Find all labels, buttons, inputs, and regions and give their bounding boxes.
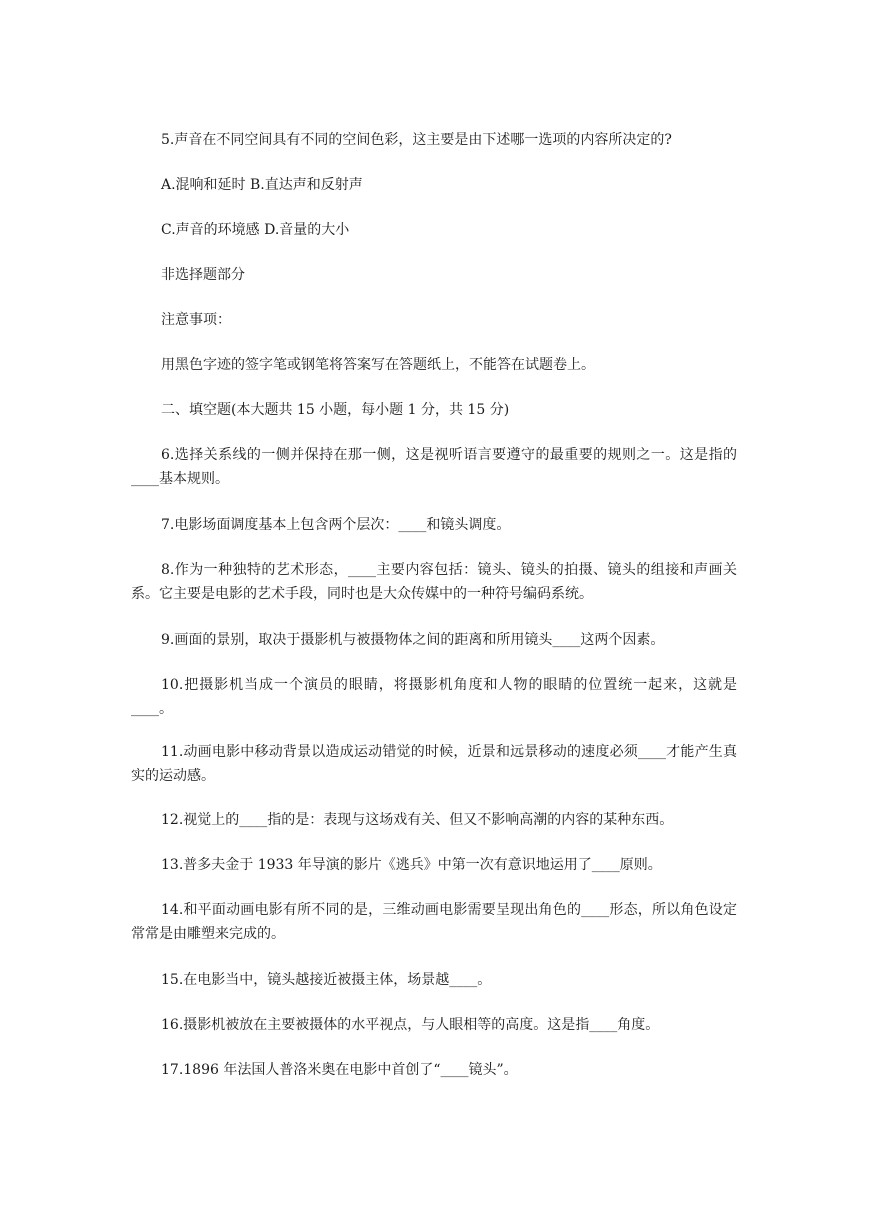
question-14: 14.和平面动画电影有所不同的是，三维动画电影需要呈现出角色的____形态，所以角色设定常常是由雕塑来完成的。 <box>131 902 737 942</box>
question-10: 10.把摄影机当成一个演员的眼睛，将摄影机角度和人物的眼睛的位置统一起来，这就是____。 <box>131 677 737 717</box>
section-2-heading: 二、填空题(本大题共 15 小题，每小题 1 分，共 15 分) <box>161 402 510 418</box>
question-5-options-cd: C.声音的环境感 D.音量的大小 <box>161 222 350 238</box>
question-7: 7.电影场面调度基本上包含两个层次：____和镜头调度。 <box>161 517 511 533</box>
question-5-stem: 5.声音在不同空间具有不同的空间色彩，这主要是由下述哪一选项的内容所决定的? <box>161 132 672 148</box>
question-15: 15.在电影当中，镜头越接近被摄主体，场景越____。 <box>161 972 492 988</box>
question-16: 16.摄影机被放在主要被摄体的水平视点，与人眼相等的高度。这是指____角度。 <box>161 1017 660 1033</box>
question-12: 12.视觉上的____指的是：表现与这场戏有关、但又不影响高潮的内容的某种东西。 <box>161 812 674 828</box>
notes-text: 用黑色字迹的签字笔或钢笔将答案写在答题纸上，不能答在试题卷上。 <box>161 357 595 373</box>
notes-heading: 注意事项： <box>161 312 231 328</box>
question-13: 13.普多夫金于 1933 年导演的影片《逃兵》中第一次有意识地运用了____原则。 <box>161 857 662 873</box>
question-6: 6.选择关系线的一侧并保持在那一侧，这是视听语言要遵守的最重要的规则之一。这是指的____基本规则。 <box>131 447 737 487</box>
question-17: 17.1896 年法国人普洛米奥在电影中首创了“____镜头”。 <box>161 1062 518 1078</box>
non-choice-heading: 非选择题部分 <box>161 267 245 283</box>
question-9: 9.画面的景别，取决于摄影机与被摄物体之间的距离和所用镜头____这两个因素。 <box>161 632 665 648</box>
question-8: 8.作为一种独特的艺术形态，____主要内容包括：镜头、镜头的拍摄、镜头的组接和声画关系。它主要是电影的艺术手段，同时也是大众传媒中的一种符号编码系统。 <box>131 562 737 602</box>
question-11: 11.动画电影中移动背景以造成运动错觉的时候，近景和远景移动的速度必须____才能产生真实的运动感。 <box>131 744 737 784</box>
question-5-options-ab: A.混响和延时 B.直达声和反射声 <box>161 177 363 193</box>
